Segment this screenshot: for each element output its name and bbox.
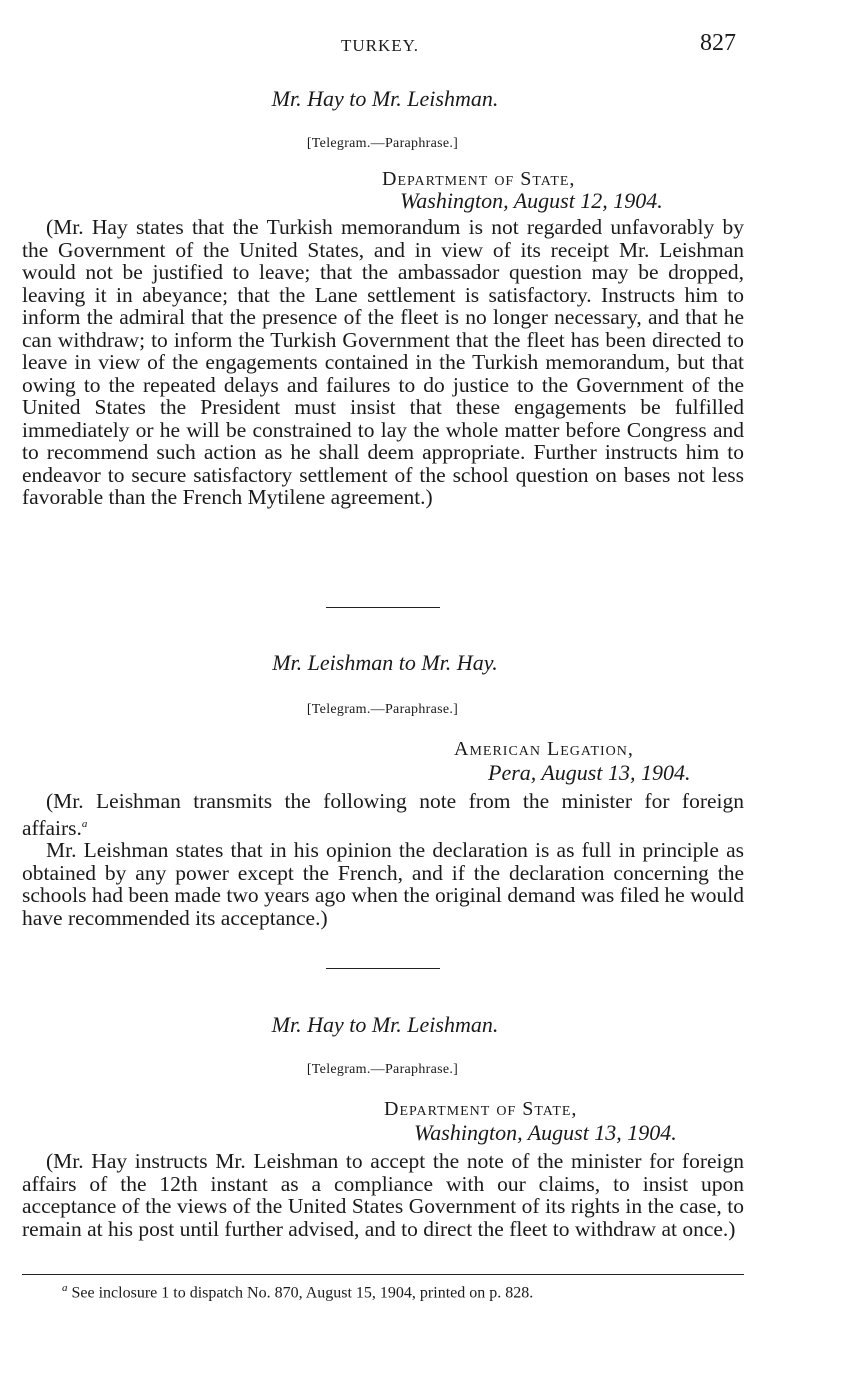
section-divider [326,607,440,608]
body-paragraph: (Mr. Leishman transmits the following note from the minister for foreign affairs.$^a$ [22,789,744,840]
dateline: Pera, August 13, 1904. [488,760,691,785]
sender-line: Department of State, [384,1098,578,1120]
footnote [62,1282,752,1302]
telegram-note: [Telegram.—Paraphrase.] [306,136,459,151]
document-body [22,1150,744,1240]
telegram-note: [Telegram.—Paraphrase.] [306,702,459,717]
body-paragraph: (Mr. Hay states that the Turkish memorandum is not regarded unfavorably by the Government of the United States, and in view of its receipt Mr. Leishman would not be justified to leave; that the ambassador question may be dropped, leaving it in abeyance; that the Lane settlement is satisfactory. Instructs him to inform the admiral that the presence of the fleet is no longer necessary, and that he can withdraw; to inform the Turkish Government that the fleet has been directed to leave in view of the engagements contained in the Turkish memorandum, but that owing to the repeated delays and failures to do justice to the Government of the United States the President must insist that these engagements be fulfilled immediately or he will be constrained to lay the whole matter before Congress and to recommend such action as he shall deem appropriate. Further instructs him to endeavor to secure satisfactory settlement of the school question on bases not less favorable than the French Mytilene agreement.) [22,215,744,509]
document-body [22,790,744,929]
document-heading: Mr. Hay to Mr. Leishman. [271,1012,499,1037]
sender-line: Department of State, [382,168,576,190]
telegram-note: [Telegram.—Paraphrase.] [306,1062,459,1077]
body-paragraph: (Mr. Hay instructs Mr. Leishman to accept the note of the minister for foreign affairs of the 12th instant as a compliance with our claims, to insist upon acceptance of the views of the United States Government of its rights in the case, to remain at his post until further advised, and to direct the fleet to withdraw at once.) [22,1149,744,1241]
footnote-rule [22,1274,744,1275]
running-title: TURKEY. [341,36,419,55]
footnote-mark: a [62,1282,68,1294]
document-heading: Mr. Hay to Mr. Leishman. [271,86,499,111]
footnote-text: See inclosure 1 to dispatch No. 870, August 15, 1904, printed on p. 828. [71,1284,534,1302]
document-heading: Mr. Leishman to Mr. Hay. [272,650,498,675]
footnote-reference: a [81,817,88,830]
page-number: 827 [700,30,736,56]
body-paragraph: Mr. Leishman states that in his opinion the declaration is as full in principle as obtained by any power except the French, and if the declaration concerning the schools had been made two years ago when the original demand was filed he would have recommended its acceptance.) [22,838,744,930]
section-divider [326,968,440,969]
document-body [22,216,744,509]
sender-line: American Legation, [454,738,634,760]
dateline: Washington, August 13, 1904. [414,1120,677,1145]
dateline: Washington, August 12, 1904. [400,188,663,213]
